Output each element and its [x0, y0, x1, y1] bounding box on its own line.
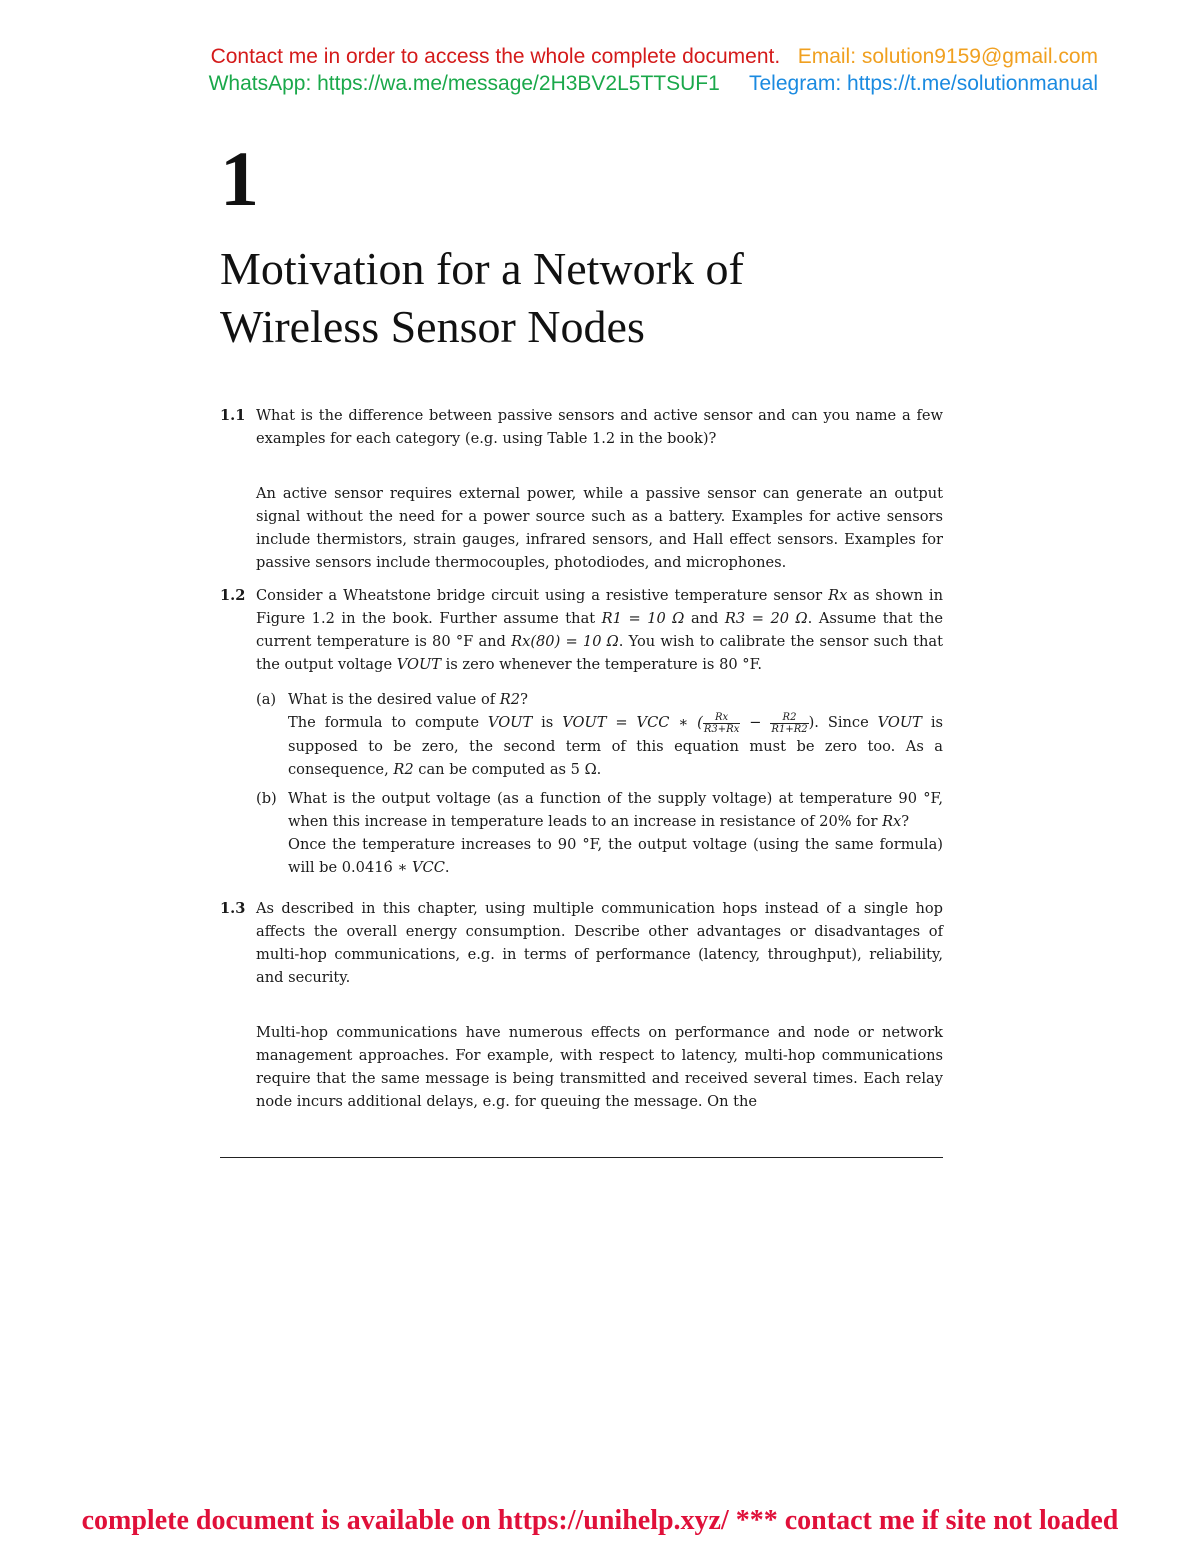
question-1-3 [220, 897, 943, 989]
subquestion-a [220, 688, 943, 781]
fraction-numerator: Rx [703, 712, 740, 724]
math-r3: R3 = 20 Ω [724, 610, 808, 627]
chapter-title-line-2: Wireless Sensor Nodes [220, 301, 645, 352]
subquestion-label: (a) [256, 691, 277, 708]
subquestion-text: ? [901, 812, 910, 830]
chapter-title [220, 240, 980, 356]
minus-sign: − [740, 714, 771, 731]
email-link[interactable]: Email: solution9159@gmail.com [797, 45, 1098, 68]
question-1-2 [220, 584, 943, 676]
contact-text: Contact me in order to access the whole complete document. [210, 45, 781, 68]
math-vout: VOUT [877, 714, 922, 731]
header-line-1 [0, 45, 1098, 69]
answer-text: is [532, 714, 563, 731]
fraction-2 [770, 712, 808, 735]
question-text: as shown in Figure 1.2 in the book. Further assume that [256, 587, 943, 627]
document-body [220, 404, 943, 1121]
question-number: 1.3 [220, 899, 246, 917]
question-text: and [684, 610, 725, 627]
math-formula: VOUT = VCC ∗ ( [562, 714, 703, 731]
answer-text: . [444, 858, 450, 876]
subquestion-label: (b) [256, 789, 277, 807]
subquestion-b [220, 787, 943, 879]
telegram-link[interactable]: Telegram: https://t.me/solutionmanual [748, 72, 1098, 95]
question-text: . Assume that the current temperature is 80 °F and [256, 610, 944, 650]
fraction-denominator: R1+R2 [771, 723, 808, 735]
fraction-numerator: R2 [770, 712, 808, 724]
question-text: Consider a Wheatstone bridge circuit using a resistive temperature sensor [256, 587, 829, 604]
answer-text: ). Since [808, 714, 878, 731]
chapter-title-line-1: Motivation for a Network of [220, 243, 744, 294]
question-number: 1.1 [220, 407, 246, 424]
fraction-1 [703, 712, 740, 735]
math-vcc: VCC [412, 858, 445, 876]
answer-text: is supposed to be zero, the second term of this equation must be zero too. As a consequence, [288, 714, 943, 778]
subquestion-text: What is the output voltage (as a function of the supply voltage) at temperature 90 °F, when this increase in temperature leads to an increase in resistance of 20% for [288, 789, 943, 830]
question-number: 1.2 [220, 587, 246, 604]
answer-text: Once the temperature increases to 90 °F, the output voltage (using the same formula) will be 0.0416̇ ∗ [288, 835, 943, 876]
question-text: As described in this chapter, using multiple communication hops instead of a single hop affects the overall energy consumption. Describe other advantages or disadvantages of multi-hop communications, e.g. in terms of performance (latency, throughput), reliability, and security. [256, 899, 943, 986]
answer-1-1: An active sensor requires external power, while a passive sensor can generate an output signal without the need for a power source such as a battery. Examples for active sensors include thermistors, strain gauges, infrared sensors, and Hall effect sensors. Examples for passive sensors include thermocouples, photodiodes, and microphones. [256, 485, 943, 571]
answer-text: The formula to compute [288, 714, 488, 731]
footer-notice[interactable]: complete document is available on https://unihelp.xyz/ *** contact me if site not loaded [81, 1505, 1119, 1536]
math-r2: R2 [393, 760, 414, 778]
answer-1-3: Multi-hop communications have numerous effects on performance and node or network management approaches. For example, with respect to latency, multi-hop communications require that the same message is being transmitted and received several times. Each relay node incurs additional delays, e.g. for queuing the message. On the [256, 1023, 943, 1110]
math-vout: VOUT [487, 714, 533, 731]
math-r2: R2 [499, 691, 521, 708]
page-divider [220, 1157, 943, 1158]
answer-text: can be computed as 5 Ω. [413, 760, 602, 778]
chapter-number: 1 [220, 135, 259, 222]
math-r1: R1 = 10 Ω [601, 610, 685, 627]
question-text: What is the difference between passive sensors and active sensor and can you name a few examples for each category (e.g. using Table 1.2 in the book)? [256, 407, 943, 447]
subquestion-text: ? [520, 691, 528, 708]
math-rx: Rx [828, 587, 848, 604]
whatsapp-link[interactable]: WhatsApp: https://wa.me/message/2H3BV2L5TTSUF1 [208, 72, 720, 95]
question-text: . You wish to calibrate the sensor such that the output voltage [256, 633, 943, 673]
subquestion-text: What is the desired value of [288, 691, 500, 708]
math-rx80: Rx(80) = 10 Ω [511, 633, 619, 650]
question-1-1 [220, 404, 943, 450]
header-line-2 [0, 72, 1098, 96]
fraction-denominator: R3+Rx [703, 723, 740, 735]
math-rx: Rx [882, 812, 902, 830]
math-vout: VOUT [396, 656, 441, 673]
question-text: is zero whenever the temperature is 80 °F. [441, 656, 763, 673]
